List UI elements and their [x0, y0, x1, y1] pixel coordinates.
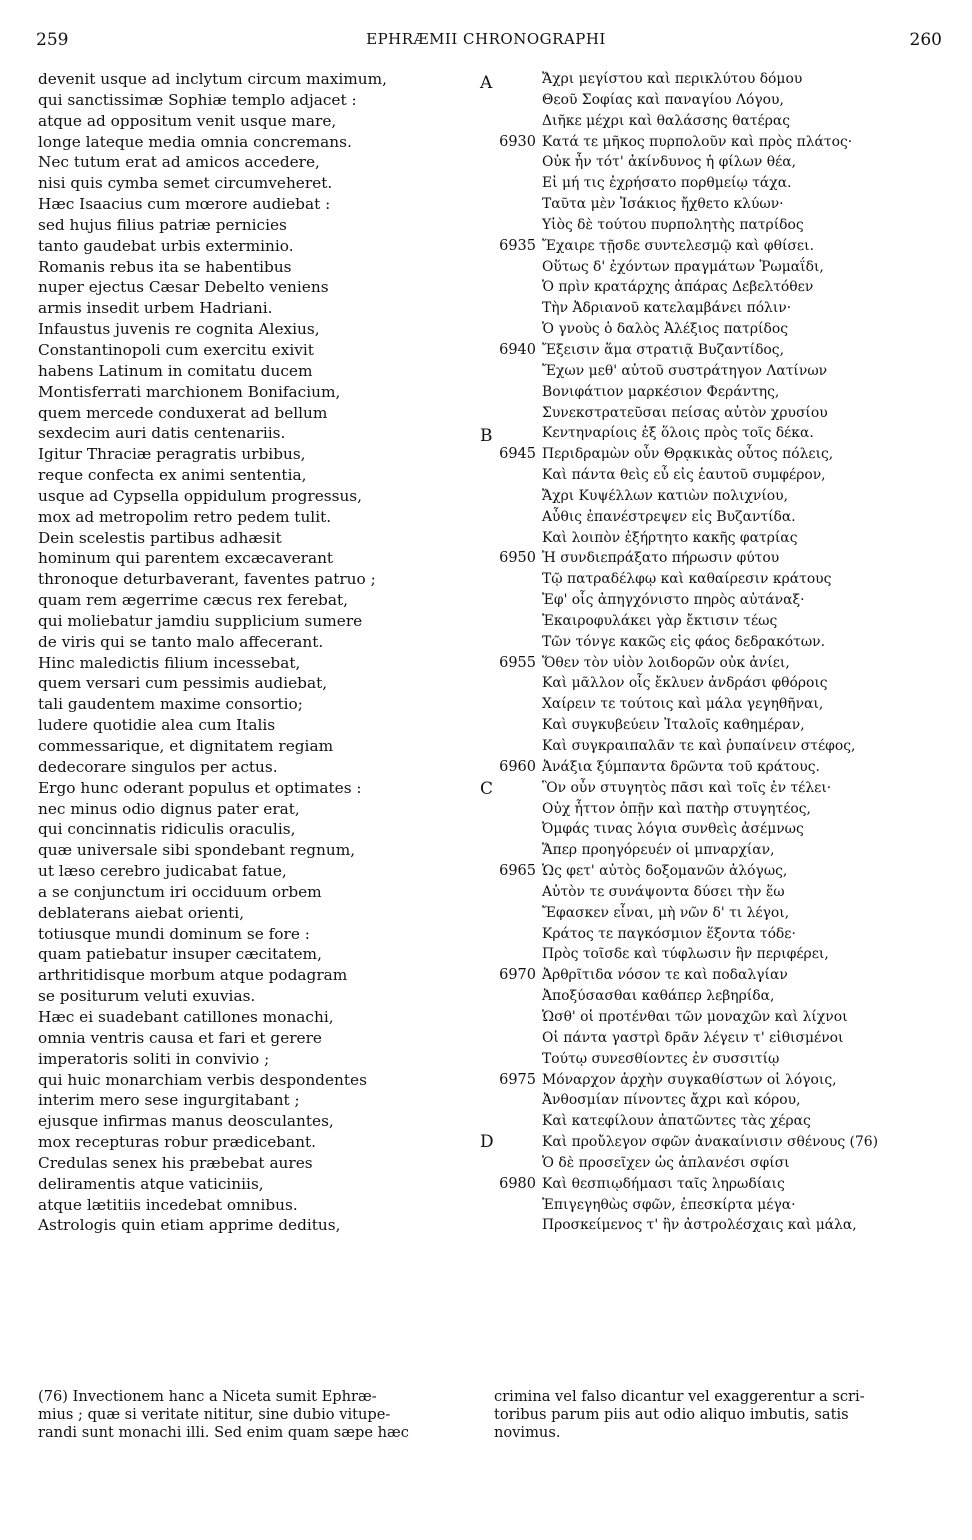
greek-line: [494, 965, 944, 986]
greek-verse-text: Κατά τε μῆκος πυρπολοῦν καὶ πρὸς πλάτος·: [542, 133, 853, 150]
greek-verse-text: Καὶ συγκραιπαλᾶν τε καὶ ῥυπαίνειν στέφος,: [542, 738, 856, 754]
latin-line: quem versari cum pessimis audiebat,: [38, 674, 328, 693]
latin-line: Hæc ei suadebant catillones monachi,: [38, 1007, 334, 1026]
greek-verse-text: Καὶ συγκυβεύειν Ἰταλοῖς καθημέραν,: [542, 717, 805, 734]
latin-line: quæ universale sibi spondebant regnum,: [38, 841, 356, 860]
greek-verse-text: Χαίρειν τε τούτοις καὶ μάλα γεγηθῆναι,: [542, 696, 824, 713]
latin-line: deliramentis atque vaticiniis,: [38, 1174, 264, 1193]
latin-line: Hinc maledictis filium incessebat,: [38, 653, 301, 672]
greek-verse-text: Ἅπερ προηγόρευέν οἱ μπναρχίαν,: [542, 842, 775, 859]
greek-line: [494, 715, 944, 736]
greek-verse-text: Διῆκε μέχρι καὶ θαλάσσης θατέρας: [542, 112, 791, 129]
greek-line: [494, 111, 944, 132]
latin-line: Astrologis quin etiam apprime deditus,: [38, 1216, 341, 1235]
greek-verse-text: Βονιφάτιον μαρκέσιον Φεράντης,: [542, 383, 780, 400]
greek-line: [494, 361, 944, 382]
greek-line: [494, 298, 944, 319]
greek-line: [494, 653, 944, 674]
latin-line: hominum qui parentem excæcaverant: [38, 549, 334, 568]
page-number-left: 259: [36, 30, 69, 50]
greek-line: [494, 319, 944, 340]
greek-line: [494, 444, 944, 465]
latin-line: armis insedit urbem Hadriani.: [38, 299, 273, 318]
greek-verse-text: Ὁ γνοὺς ὁ δαλὸς Ἀλέξιος πατρίδος: [542, 321, 788, 338]
greek-line: [494, 236, 944, 257]
latin-line: nec minus odio dignus pater erat,: [38, 799, 300, 818]
greek-verse-text: Θεοῦ Σοφίας καὶ παναγίου Λόγου,: [542, 91, 784, 108]
greek-line: [494, 1028, 944, 1049]
page-header: [0, 30, 972, 56]
greek-line: [494, 590, 944, 611]
footnote-line: crimina vel falso dicantur vel exaggerentur a scri-: [494, 1388, 865, 1405]
greek-verse-text: Ἐφ' οἷς ἀπηγχόνιστο πηρὸς αὐτάναξ·: [542, 592, 805, 609]
greek-line: [494, 423, 944, 444]
latin-line: totiusque mundi dominum se fore :: [38, 924, 310, 943]
greek-line: [494, 152, 944, 173]
greek-verse-text: Οὐκ ἦν τότ' ἀκίνδυνος ἡ φίλων θέα,: [542, 154, 797, 171]
latin-line: sed hujus filius patriæ pernicies: [38, 215, 287, 234]
greek-line: [494, 1132, 944, 1153]
verse-number: 6940: [499, 341, 536, 358]
latin-line: Hæc Isaacius cum mœrore audiebat :: [38, 195, 331, 214]
greek-line: [494, 1215, 944, 1236]
greek-verse-text: Ἐπιγεγηθὼς σφῶν, ἐπεσκίρτα μέγα·: [542, 1196, 796, 1213]
greek-line: [494, 632, 944, 653]
verse-number: 6965: [499, 863, 536, 880]
greek-line: [494, 173, 944, 194]
greek-line: [494, 340, 944, 361]
greek-line: [494, 799, 944, 820]
greek-verse-text: Ὡσθ' οἱ προτένθαι τῶν μοναχῶν καὶ λίχνοι: [542, 1008, 848, 1025]
greek-line: [494, 548, 944, 569]
latin-line: a se conjunctum iri occiduum orbem: [38, 882, 322, 901]
greek-verse-text: Ἔχων μεθ' αὐτοῦ συστράτηγον Λατίνων: [542, 362, 828, 379]
latin-line: tali gaudentem maxime consortio;: [38, 695, 303, 714]
latin-line: ejusque infirmas manus deosculantes,: [38, 1112, 334, 1131]
latin-line: mox recepturas robur prædicebant.: [38, 1133, 317, 1152]
greek-line: [494, 673, 944, 694]
greek-verse-text: Ὃν οὖν στυγητὸς πᾶσι καὶ τοῖς ἐν τέλει·: [542, 779, 832, 796]
greek-line: [494, 132, 944, 153]
greek-line: [494, 1153, 944, 1174]
greek-line: [494, 194, 944, 215]
greek-verse-text: Αὐτὸν τε συνάψοντα δύσει τὴν ἕω: [542, 883, 785, 900]
greek-line: [494, 69, 944, 90]
greek-line: [494, 986, 944, 1007]
greek-line: [494, 736, 944, 757]
greek-line: [494, 215, 944, 236]
greek-line: [494, 924, 944, 945]
latin-line: se positurum veluti exuvias.: [38, 987, 256, 1006]
greek-column: [494, 69, 944, 1236]
latin-line: de viris qui se tanto malo affecerant.: [38, 632, 324, 651]
greek-verse-text: Τῷ πατραδέλφῳ καὶ καθαίρεσιν κράτους: [542, 571, 832, 588]
greek-verse-text: Ὡς φετ' αὐτὸς δοξομανῶν ἀλόγως,: [542, 863, 788, 880]
greek-verse-text: Ἐκαιροφυλάκει γὰρ ἔκτισιν τέως: [542, 612, 778, 629]
verse-number: 6930: [499, 133, 536, 150]
latin-line: mox ad metropolim retro pedem tulit.: [38, 507, 332, 526]
greek-verse-text: Μόναρχον ἀρχὴν συγκαθίστων οἱ λόγοις,: [542, 1071, 837, 1088]
greek-line: [494, 257, 944, 278]
greek-verse-text: Ἡ συνδιεπράξατο πήρωσιν φύτου: [542, 550, 780, 567]
verse-number: 6950: [499, 550, 536, 567]
greek-verse-text: Υἱὸς δὲ τούτου πυρπολητὴς πατρίδος: [542, 216, 804, 233]
greek-verse-text: Ἀρθρῖτιδα νόσον τε καὶ ποδαλγίαν: [542, 967, 788, 984]
latin-line: quam patiebatur insuper cæcitatem,: [38, 945, 322, 964]
latin-line: quem mercede conduxerat ad bellum: [38, 403, 328, 422]
greek-verse-text: Ταῦτα μὲν Ἰσάκιος ἤχθετο κλύων·: [542, 196, 784, 213]
greek-line: [494, 1195, 944, 1216]
latin-line: omnia ventris causa et fari et gerere: [38, 1028, 322, 1047]
greek-line: [494, 1090, 944, 1111]
latin-line: usque ad Cypsella oppidulum progressus,: [38, 486, 363, 505]
latin-line: arthritidisque morbum atque podagram: [38, 966, 348, 985]
latin-line: sexdecim auri datis centenariis.: [38, 424, 286, 443]
footnote-right: [494, 1388, 934, 1442]
greek-verse-text: Ὁ πρὶν κρατάρχης ἀπάρας Δεβελτόθεν: [542, 279, 814, 296]
verse-number: 6960: [499, 758, 536, 775]
section-marker-d: D: [480, 1132, 494, 1152]
greek-line: [494, 819, 944, 840]
greek-verse-text: Εἰ μή τις ἐχρήσατο πορθμείῳ τάχα.: [542, 175, 792, 192]
greek-line: [494, 569, 944, 590]
greek-verse-text: Οἱ πάντα γαστρὶ δρᾶν λέγειν τ' εἰθισμένοι: [542, 1029, 844, 1046]
greek-verse-text: Συνεκστρατεῦσαι πείσας αὐτὸν χρυσίου: [542, 404, 828, 421]
latin-line: Dein scelestis partibus adhæsit: [38, 528, 282, 547]
greek-line: [494, 528, 944, 549]
greek-verse-text: Καὶ πάντα θεὶς εὖ εἰς ἑαυτοῦ συμφέρον,: [542, 467, 826, 484]
latin-line: atque ad oppositum venit usque mare,: [38, 111, 337, 130]
latin-line: qui moliebatur jamdiu supplicium sumere: [38, 611, 363, 630]
page-number-right: 260: [909, 30, 942, 50]
greek-line: [494, 882, 944, 903]
latin-line: qui concinnatis ridiculis oraculis,: [38, 820, 296, 839]
greek-verse-text: Καὶ προὔλεγον σφῶν ἀνακαίνισιν σθένους (76): [542, 1134, 879, 1151]
greek-line: [494, 1070, 944, 1091]
latin-line: nuper ejectus Cæsar Debelto veniens: [38, 278, 329, 297]
greek-line: [494, 277, 944, 298]
greek-verse-text: Πρὸς τοῖσδε καὶ τύφλωσιν ἣν περιφέρει,: [542, 946, 829, 963]
verse-number: 6970: [499, 967, 536, 984]
verse-number: 6980: [499, 1175, 536, 1192]
footnote-line: novimus.: [494, 1424, 561, 1441]
latin-line: devenit usque ad inclytum circum maximum,: [38, 70, 387, 88]
section-marker-a: A: [480, 73, 493, 93]
greek-line: [494, 382, 944, 403]
footnote-left: [38, 1388, 466, 1442]
greek-verse-text: Καὶ κατεφίλουν ἀπατῶντες τὰς χέρας: [542, 1113, 811, 1130]
latin-line: Montisferrati marchionem Bonifacium,: [38, 382, 341, 401]
greek-verse-text: Καὶ λοιπὸν ἐξήρτητο κακῆς φατρίας: [542, 529, 798, 546]
greek-line: [494, 465, 944, 486]
greek-line: [494, 944, 944, 965]
greek-verse-text: Τῶν τόνγε κακῶς εἰς φάος δεδρακότων.: [542, 633, 826, 650]
greek-verse-text: Ἔφασκεν εἶναι, μὴ νῶν δ' τι λέγοι,: [542, 904, 790, 921]
verse-number: 6975: [499, 1071, 536, 1088]
section-marker-b: B: [480, 426, 493, 446]
latin-line: qui sanctissimæ Sophiæ templo adjacet :: [38, 90, 357, 109]
greek-line: [494, 778, 944, 799]
greek-verse-text: Ἔξεισιν ἅμα στρατιᾷ Βυζαντίδος,: [542, 341, 784, 358]
greek-verse-text: Κράτος τε παγκόσμιον ἕξοντα τόδε·: [542, 925, 796, 942]
greek-verse-text: Οὐχ ἧττον ὀπῇν καὶ πατὴρ στυγητέος,: [542, 800, 811, 817]
verse-number: 6935: [499, 237, 536, 254]
verse-number: 6945: [499, 446, 536, 463]
greek-line: [494, 486, 944, 507]
greek-verse-text: Καὶ μᾶλλον οἷς ἔκλυεν ἀνδράσι φθόροις: [542, 675, 828, 692]
greek-line: [494, 1049, 944, 1070]
latin-line: Igitur Thraciæ peragratis urbibus,: [38, 445, 306, 464]
greek-verse-text: Αὖθις ἐπανέστρεψεν εἰς Βυζαντίδα.: [542, 508, 796, 525]
latin-line: qui huic monarchiam verbis despondentes: [38, 1070, 367, 1089]
greek-verse-text: Ὁ δὲ προσεῖχεν ὡς ἀπλανέσι σφίσι: [542, 1154, 790, 1171]
greek-verse-text: Κεντηναρίοις ἐξ ὅλοις πρὸς τοῖς δέκα.: [542, 425, 814, 442]
footnote-line: (76) Invectionem hanc a Niceta sumit Ephræ-: [38, 1388, 377, 1405]
verse-number: 6955: [499, 654, 536, 671]
latin-line: commessarique, et dignitatem regiam: [38, 737, 334, 755]
greek-verse-text: Ὀμφάς τινας λόγια συνθεὶς ἀσέμνως: [542, 821, 804, 838]
footnote-line: mius ; quæ si veritate nititur, sine dubio vitupe-: [38, 1406, 391, 1423]
latin-line: Credulas senex his præbebat aures: [38, 1153, 313, 1172]
footnote-line: toribus parum piis aut odio aliquo imbutis, satis: [494, 1406, 849, 1423]
greek-verse-text: Καὶ θεσπιῳδήμασι ταῖς ληρωδίαις: [542, 1175, 785, 1192]
latin-line: Ergo hunc oderant populus et optimates :: [38, 778, 362, 797]
greek-line: [494, 694, 944, 715]
greek-line: [494, 507, 944, 528]
greek-line: [494, 757, 944, 778]
footnote-line: randi sunt monachi illi. Sed enim quam sæpe hæc: [38, 1424, 409, 1441]
latin-line: dedecorare singulos per actus.: [38, 757, 278, 776]
latin-line: nisi quis cymba semet circumveheret.: [38, 174, 333, 193]
greek-verse-text: Ἔχαιρε τῇσδε συντελεσμῷ καὶ φθίσει.: [542, 237, 814, 254]
latin-column: [38, 69, 458, 1236]
latin-line: ludere quotidie alea cum Italis: [38, 716, 276, 735]
greek-verse-text: Τούτῳ συνεσθίοντες ἐν συσσιτίῳ: [542, 1050, 780, 1067]
greek-verse-text: Ἀποξύσασθαι καθάπερ λεβηρίδα,: [542, 988, 775, 1005]
running-title: EPHRÆMII CHRONOGRAPHI: [366, 30, 606, 48]
section-marker-c: C: [480, 779, 494, 799]
latin-line: imperatoris soliti in convivio ;: [38, 1049, 270, 1068]
greek-verse-text: Ἀνάξια ξύμπαντα δρῶντα τοῦ κράτους.: [542, 758, 820, 775]
latin-line: longe lateque media omnia concremans.: [38, 132, 352, 151]
latin-line: interim mero sese ingurgitabant ;: [38, 1091, 300, 1110]
latin-line: atque lætitiis incedebat omnibus.: [38, 1195, 298, 1214]
latin-line: Infaustus juvenis re cognita Alexius,: [38, 320, 320, 339]
greek-verse-text: Περιδραμὼν οὖν Θρᾳκικὰς οὗτος πόλεις,: [542, 446, 834, 463]
greek-verse-text: Ἄχρι Κυψέλλων κατιὼν πολιχνίου,: [542, 487, 788, 504]
greek-line: [494, 1007, 944, 1028]
greek-line: [494, 903, 944, 924]
greek-verse-text: Ἄχρι μεγίστου καὶ περικλύτου δόμου: [542, 71, 803, 87]
latin-line: Nec tutum erat ad amicos accedere,: [38, 153, 320, 172]
greek-verse-text: Τὴν Ἀδριανοῦ κατελαμβάνει πόλιν·: [542, 300, 792, 317]
latin-line: Constantinopoli cum exercitu exivit: [38, 340, 314, 359]
latin-line: ut læso cerebro judicabat fatue,: [38, 862, 287, 881]
greek-verse-text: Οὕτως δ' ἐχόντων πραγμάτων Ῥωμαΐδι,: [542, 258, 824, 275]
latin-line: reque confecta ex animi sententia,: [38, 466, 307, 485]
latin-line: Romanis rebus ita se habentibus: [38, 257, 292, 276]
greek-line: [494, 403, 944, 424]
greek-line: [494, 90, 944, 111]
latin-line: tanto gaudebat urbis exterminio.: [38, 236, 294, 255]
greek-line: [494, 611, 944, 632]
greek-verse-text: Ἀνθοσμίαν πίνοντες ἄχρι καὶ κόρου,: [542, 1092, 801, 1109]
latin-line: quam rem ægerrime cæcus rex ferebat,: [38, 591, 348, 610]
greek-line: [494, 840, 944, 861]
latin-line: thronoque deturbaverant, faventes patruo ;: [38, 570, 376, 589]
latin-line: habens Latinum in comitatu ducem: [38, 361, 313, 380]
greek-verse-text: Ὅθεν τὸν υἱὸν λοιδορῶν οὐκ ἀνίει,: [542, 654, 790, 671]
greek-line: [494, 1174, 944, 1195]
latin-line: deblaterans aiebat orienti,: [38, 903, 245, 922]
greek-line: [494, 1111, 944, 1132]
greek-verse-text: Προσκείμενος τ' ἣν ἀστρολέσχαις καὶ μάλα,: [542, 1217, 857, 1234]
greek-line: [494, 861, 944, 882]
